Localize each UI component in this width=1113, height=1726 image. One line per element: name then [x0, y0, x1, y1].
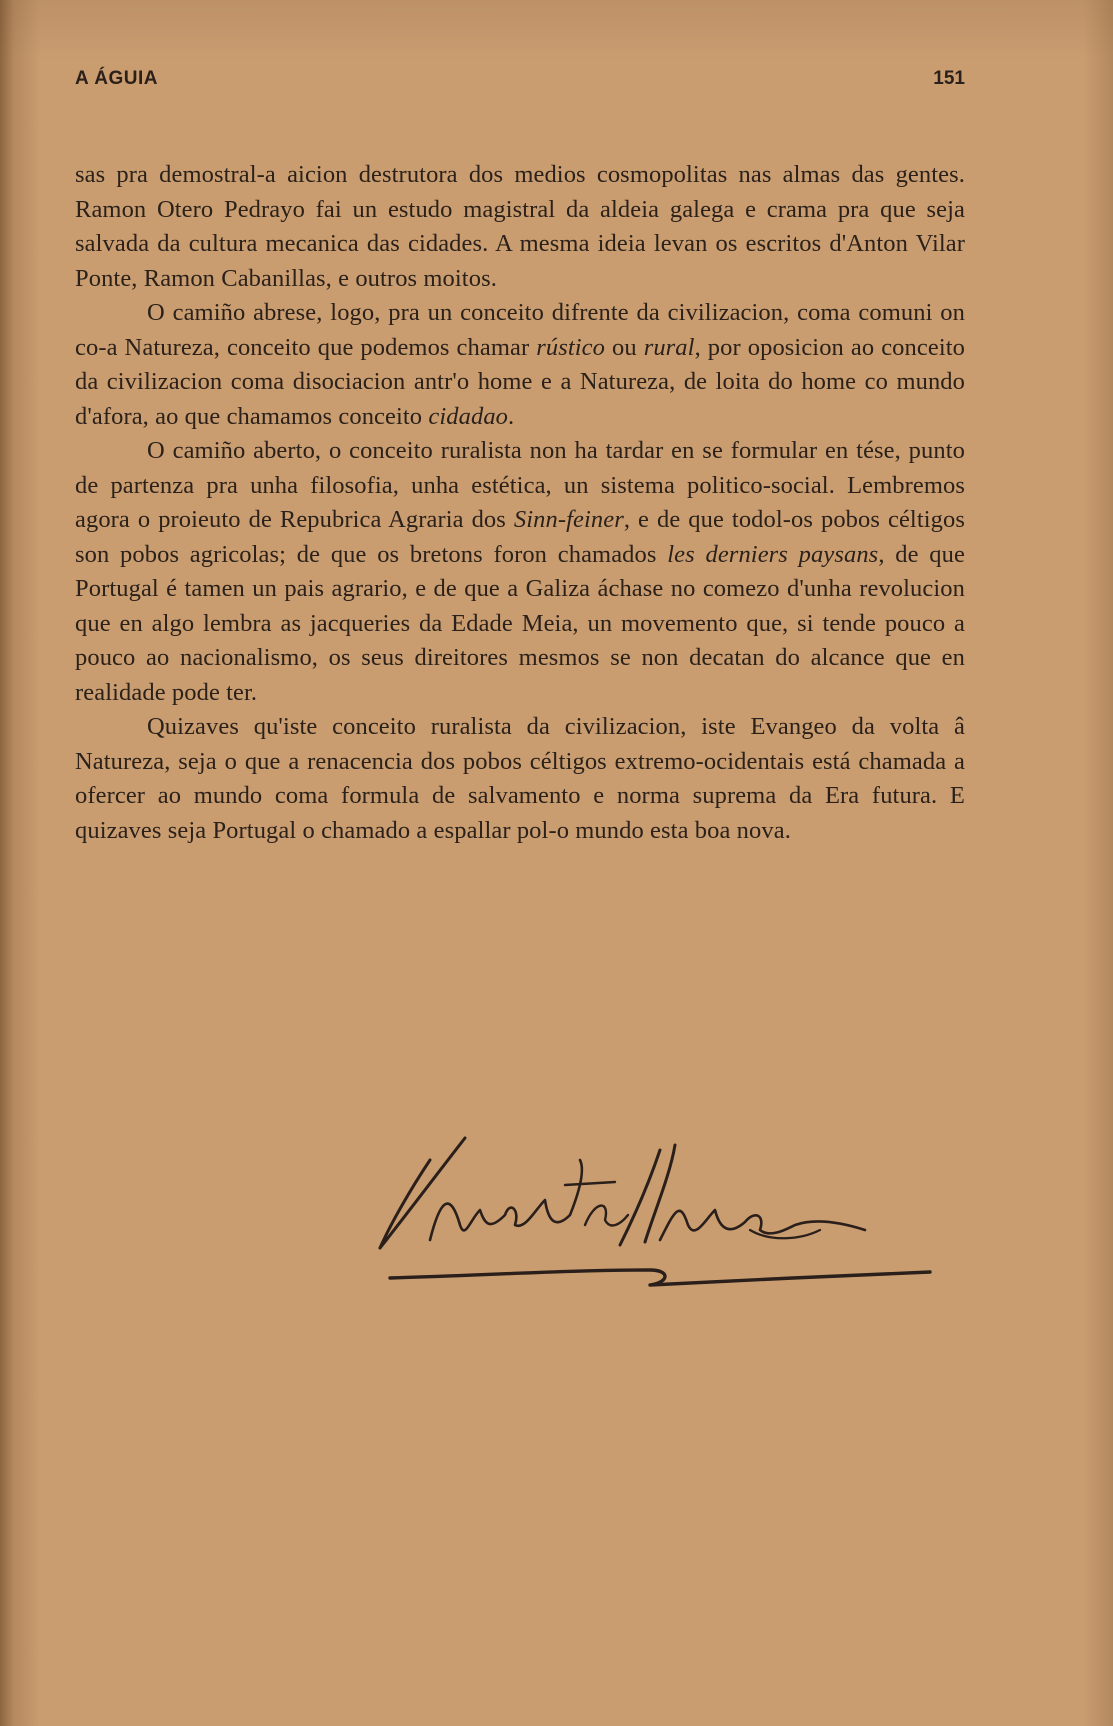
text-run: , por oposicion ao conceito da civilizacion coma disociacion antr'o home e a Natureza, de loita do home co mundo d'afora, ao que chamamos conceito — [75, 333, 965, 430]
paragraph — [75, 710, 965, 848]
handwritten-signature — [370, 1130, 950, 1290]
text-run: , de que Portugal é tamen un pais agrario, e de que a Galiza áchase no comezo d'unha revolucion que en algo lembra as jacqueries da Edade Meia, un movemento que, si tende pouco a pouco ao nacionalismo, os seus direitores mesmos se non decatan do alcance que en realidade pode ter. — [75, 540, 965, 706]
italic-term: Sinn-feiner — [513, 506, 624, 533]
paragraph — [75, 158, 965, 296]
italic-term: rústico — [536, 333, 605, 361]
italic-term: cidadao — [428, 402, 509, 430]
paragraph — [75, 296, 965, 434]
running-head — [75, 68, 965, 98]
text-run: , e de que todol-os pobos céltigos son pobos agricolas; de que os bretons foron chamados — [75, 506, 965, 568]
text-run: Quizaves qu'iste conceito ruralista da civilizacion, iste Evangeo da volta â Natureza, seja o que a renacencia dos pobos céltigos extremo-ocidentais está chamada a ofercer ao mundo coma formula de salvamento e norma suprema da Era futura. E quizaves seja Portugal o chamado a espallar pol-o mundo esta boa nova. — [75, 713, 965, 844]
italic-term: rural — [643, 333, 695, 361]
italic-term: les derniers paysans — [667, 540, 879, 568]
text-run: sas pra demostral-a aicion destrutora dos medios cosmopolitas nas almas das gentes. Ramon Otero Pedrayo fai un estudo magistral da aldeia galega e crama pra que seja salvada da cultura mecanica das cidades. A mesma ideia levan os escritos d'Anton Vilar Ponte, Ramon Cabanillas, e outros moitos. — [75, 161, 965, 292]
paragraph — [75, 434, 965, 710]
page-number: 151 — [933, 68, 965, 89]
article-body — [75, 158, 965, 848]
journal-title: A ÁGUIA — [75, 68, 159, 89]
text-run: . — [508, 402, 515, 430]
text-run: O camiño abrese, logo, pra un conceito difrente da civilizacion, coma comuni on co-a Natureza, conceito que podemos chamar — [75, 299, 965, 361]
text-run: ou — [605, 333, 644, 361]
text-run: O camiño aberto, o conceito ruralista non ha tardar en se formular en tése, punto de partenza pra unha filosofia, unha estética, un sistema politico-social. Lembremos agora o proieuto de Repubrica Agraria dos — [75, 437, 965, 533]
